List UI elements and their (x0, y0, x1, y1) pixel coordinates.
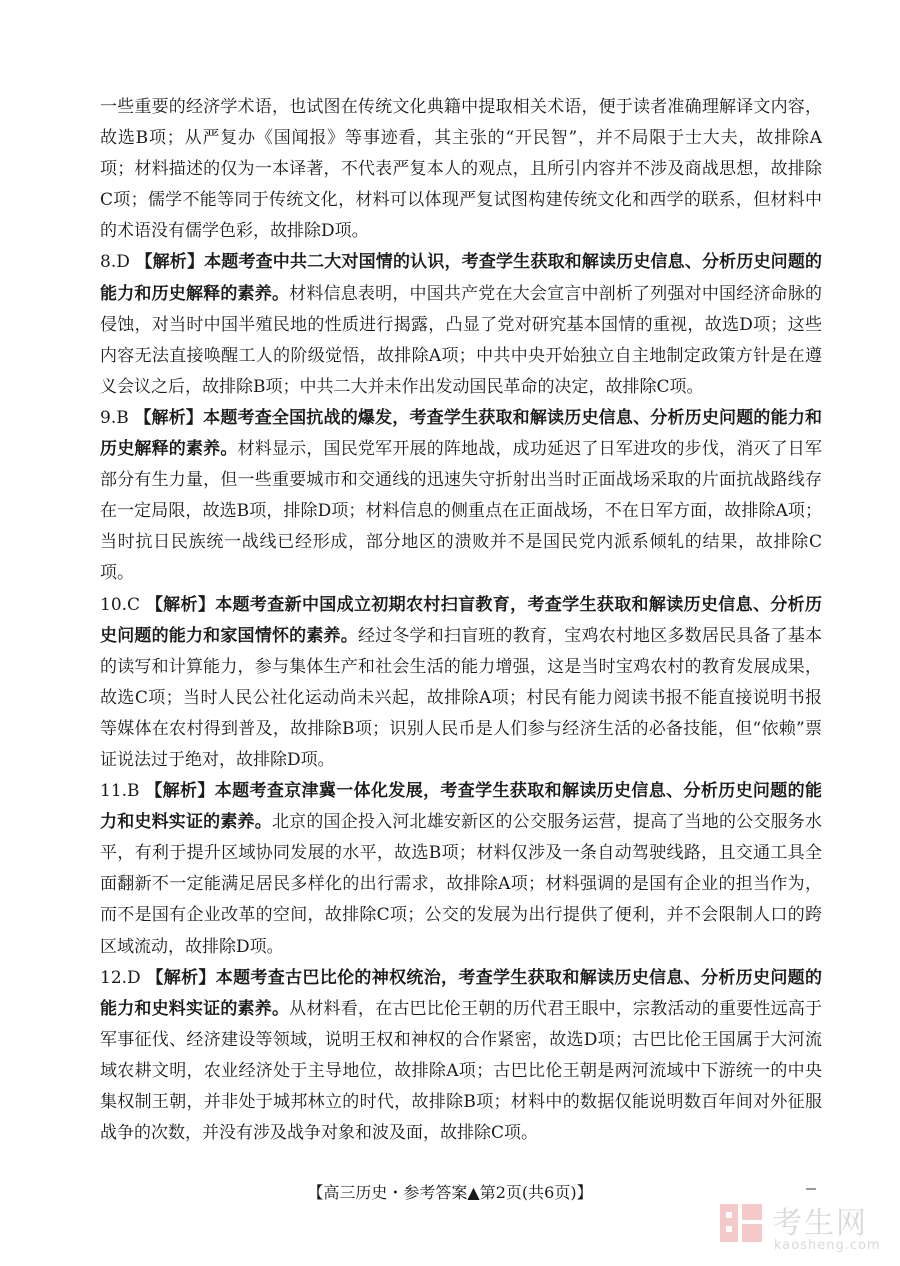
page-footer: 【高三历史・参考答案▲第2页(共6页)】 (307, 1183, 593, 1202)
answer-item-11 (100, 776, 822, 963)
item-text: 从材料看，在古巴比伦王朝的历代君王眼中，宗教活动的重要性远高于军事征伐、经济建设等领域，说明王权和神权的合作紧密，故选D项；古巴比伦王国属于大河流域农耕文明，农业经济处于主导地位，故排除A项；古巴比伦王朝是两河流域中下游统一的中央集权制王朝，并非处于城邦林立的时代，故排除B项；材料中的数据仅能说明数百年间对外征服战争的次数，并没有涉及战争对象和波及面，故排除C项。 (100, 998, 823, 1144)
corner-mark (806, 1188, 816, 1190)
item-number: 8.D (100, 252, 130, 273)
answer-item-8 (100, 247, 822, 402)
item-summary: 本题考查新中国成立初期农村扫盲教育，考查学生获取和解读历史信息、分析历史问题的能力和家国情怀的素养。 (100, 594, 823, 646)
item-number: 12.D (100, 967, 141, 988)
item-number: 9.B (100, 407, 129, 428)
analysis-tag: 【解析】 (145, 781, 215, 802)
item-text: 北京的国企投入河北雄安新区的公交服务运营，提高了当地的公交服务水平，有利于提升区域协同发展的水平，故选B项；材料仅涉及一条自动驾驶线路，且交通工具全面翻新不一定能满足居民多样化的出行需求，故排除A项；材料强调的是国有企业的担当作为，而不是国有企业改革的空间，故排除C项；公交的发展为出行提供了便利，并不会限制人口的跨区域流动，故排除D项。 (100, 812, 823, 957)
item-text: 经过冬学和扫盲班的教育，宝鸡农村地区多数居民具备了基本的读写和计算能力，参与集体生产和社会生活的能力增强，这是当时宝鸡农村的教育发展成果，故选C项；当时人民公社化运动尚未兴起，故排除A项；村民有能力阅读书报不能直接说明书报等媒体在农村得到普及，故排除B项；识别人民币是人们参与经济生活的必备技能，但“依赖”票证说法过于绝对，故排除D项。 (100, 625, 823, 770)
analysis-tag: 【解析】 (134, 407, 204, 428)
item-number: 11.B (100, 781, 140, 802)
answer-item-10 (100, 590, 822, 777)
analysis-tag: 【解析】 (146, 967, 216, 988)
answer-item-9 (100, 403, 822, 590)
intro-paragraph: 一些重要的经济学术语，也试图在传统文化典籍中提取相关术语，便于读者准确理解译文内容，故选B项；从严复办《国闻报》等事迹看，其主张的“开民智”，并不局限于士大夫，故排除A项；材料描述的仅为一本译著，不代表严复本人的观点，且所引内容并不涉及商战思想，故排除C项；儒学不能等同于传统文化，材料可以体现严复试图构建传统文化和西学的联系，但材料中的术语没有儒学色彩，故排除D项。 (100, 97, 822, 242)
watermark-text: 考生网 (772, 1206, 868, 1241)
item-text: 材料显示，国民党军开展的阵地战，成功延迟了日军进攻的步伐，消灭了日军部分有生力量，但一些重要城市和交通线的迅速失守折射出当时正面战场采取的片面抗战路线存在一定局限，故选B项，排除D项；材料信息的侧重点在正面战场，不在日军方面，故排除A项；当时抗日民族统一战线已经形成，部分地区的溃败并不是国民党内派系倾轧的结果，故排除C项。 (100, 439, 822, 584)
analysis-tag: 【解析】 (135, 252, 205, 273)
item-summary: 本题考查京津冀一体化发展，考查学生获取和解读历史信息、分析历史问题的能力和史料实证的素养。 (100, 781, 823, 833)
answer-item-12 (100, 963, 822, 1150)
answer-explanations (100, 92, 822, 1149)
item-text: 材料信息表明，中国共产党在大会宣言中剖析了列强对中国经济命脉的侵蚀，对当时中国半殖民地的性质进行揭露，凸显了党对研究基本国情的重视，故选D项；这些内容无法直接唤醒工人的阶级觉悟，故排除A项；中共中央开始独立自主地制定政策方针是在遵义会议之后，故排除B项；中共二大并未作出发动国民革命的决定，故排除C项。 (100, 283, 823, 397)
kaosheng-logo-icon (718, 1200, 764, 1246)
item-number: 10.C (100, 594, 141, 615)
item-summary: 本题考查古巴比伦的神权统治，考查学生获取和解读历史信息、分析历史问题的能力和史料实证的素养。 (100, 967, 823, 1019)
item-summary: 本题考查中共二大对国情的认识，考查学生获取和解读历史信息、分析历史问题的能力和历史解释的素养。 (100, 252, 823, 304)
watermark-url: kaosheng.com (774, 1238, 881, 1253)
watermark (718, 1196, 881, 1256)
item-summary: 本题考查全国抗战的爆发，考查学生获取和解读历史信息、分析历史问题的能力和历史解释的素养。 (100, 407, 823, 460)
analysis-tag: 【解析】 (145, 594, 216, 615)
